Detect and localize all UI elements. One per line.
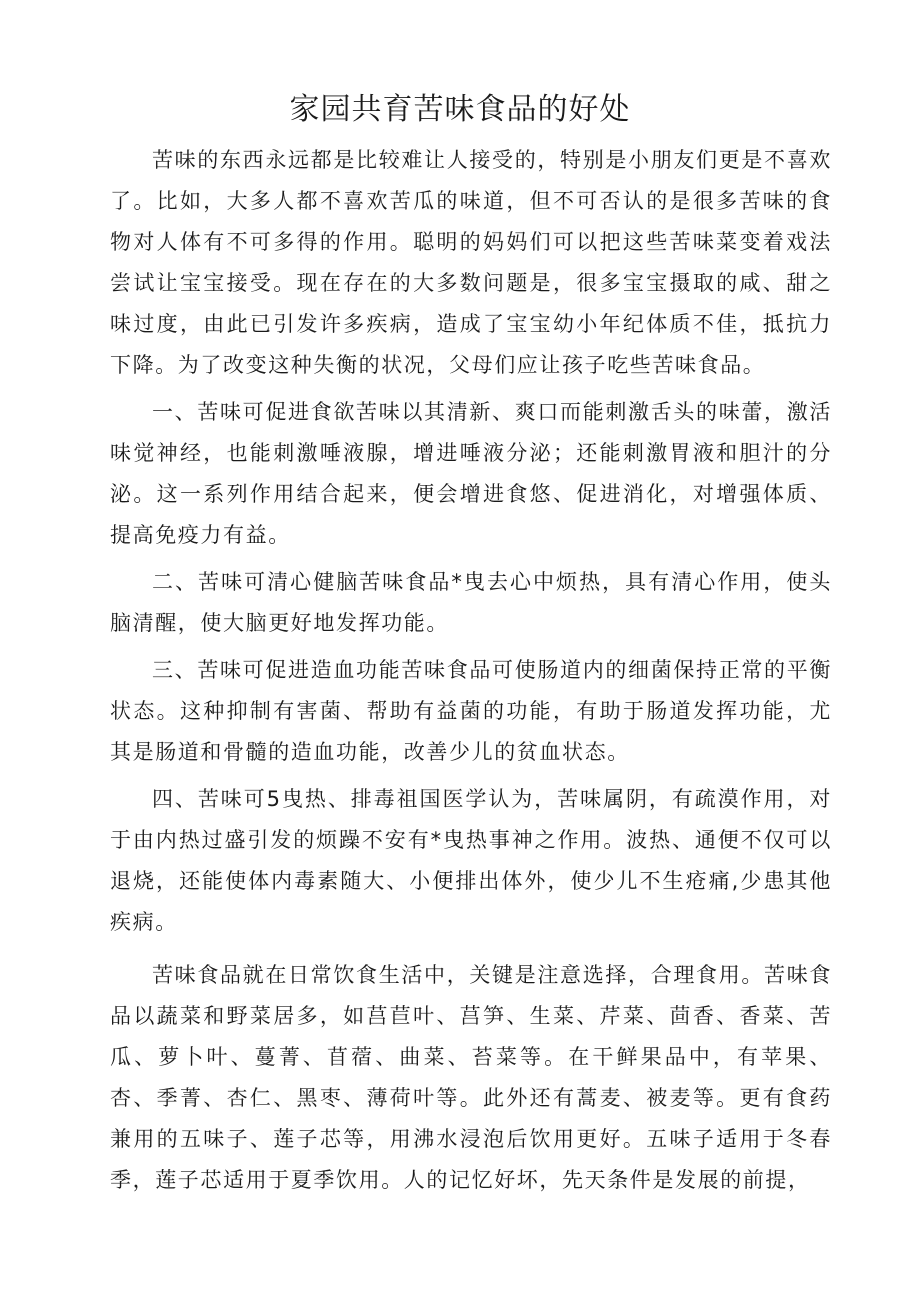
paragraph-detox: 四、苦味可5曳热、排毒祖国医学认为，苦味属阴，有疏漠作用，对于由内热过盛引发的烦躁不安有*曳热事神之作用。波热、通便不仅可以退烧，还能使体内毒素随大、小便排出体外，使少儿不生疮痛,少患其他疾病。 xyxy=(110,787,832,934)
document-body xyxy=(110,140,832,1201)
paragraph-intro: 苦味的东西永远都是比较难让人接受的，特别是小朋友们更是不喜欢了。比如，大多人都不喜欢苦瓜的味道，但不可否认的是很多苦味的食物对人体有不可多得的作用。聪明的妈妈们可以把这些苦味菜变着戏法尝试让宝宝接受。现在存在的大多数问题是，很多宝宝摄取的咸、甜之味过度，由此已引发许多疾病，造成了宝宝幼小年纪体质不佳，抵抗力下降。为了改变这种失衡的状况，父母们应让孩子吃些苦味食品。 xyxy=(110,148,832,377)
paragraph-brain: 二、苦味可清心健脑苦味食品*曳去心中烦热，具有清心作用，使头脑清醒，使大脑更好地发挥功能。 xyxy=(110,570,832,635)
document-title: 家园共育苦味食品的好处 xyxy=(289,92,631,127)
paragraph-foods: 苦味食品就在日常饮食生活中，关键是注意选择，合理食用。苦味食品以蔬菜和野菜居多，如莒苣叶、莒笋、生菜、芹菜、茴香、香菜、苦瓜、萝卜叶、蔓菁、苜蓿、曲菜、苔菜等。在干鲜果品中，有苹果、杏、季菁、杏仁、黑枣、薄荷叶等。此外还有蒿麦、被麦等。更有食药兼用的五味子、莲子芯等，用沸水浸泡后饮用更好。五味子适用于冬春季，莲子芯适用于夏季饮用。人的记忆好坏，先天条件是发展的前提， xyxy=(110,963,832,1192)
paragraph-appetite: 一、苦味可促进食欲苦味以其清新、爽口而能刺激舌头的味蕾，激活味觉神经，也能刺激唾液腺，增进唾液分泌；还能刺激胃液和胆汁的分泌。这一系列作用结合起来，便会增进食悠、促进消化，对增强体质、提高免疫力有益。 xyxy=(110,400,832,547)
paragraph-blood: 三、苦味可促进造血功能苦味食品可使肠道内的细菌保持正常的平衡状态。这种抑制有害菌、帮助有益菌的功能，有助于肠道发挥功能，尤其是肠道和骨髓的造血功能，改善少儿的贫血状态。 xyxy=(110,658,832,764)
